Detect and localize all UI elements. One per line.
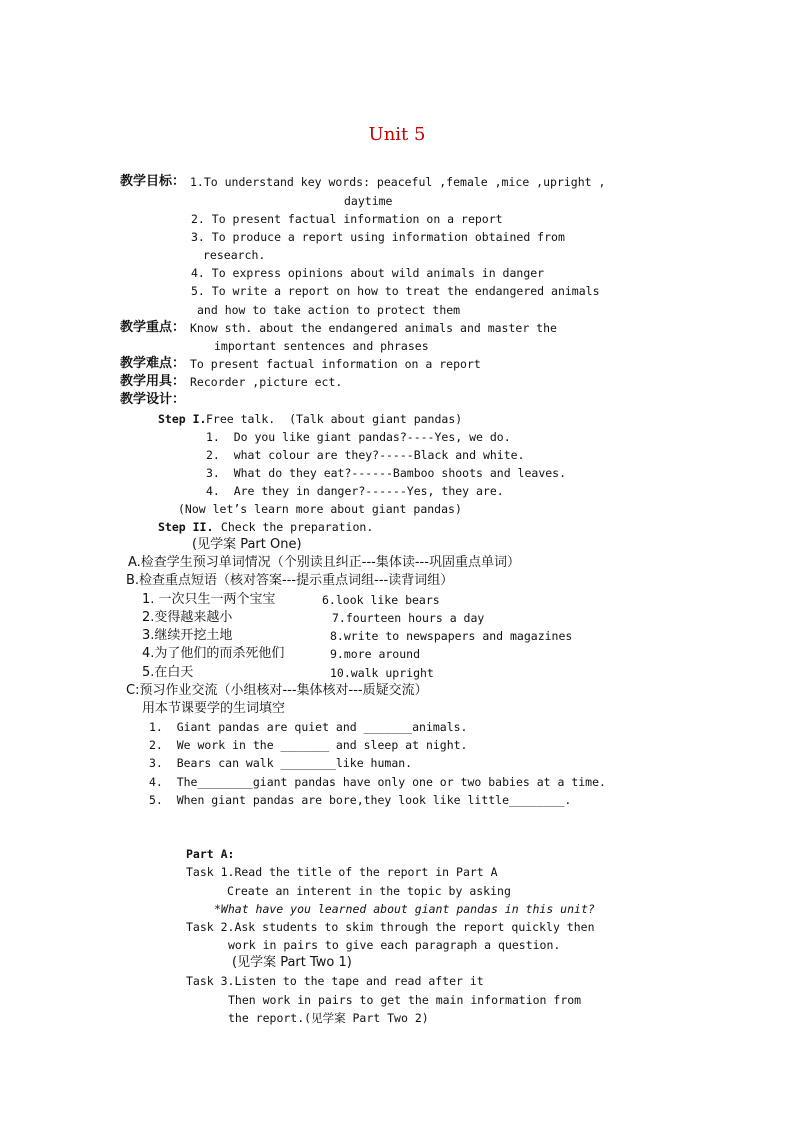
step1-label: Step I. <box>158 412 207 426</box>
objective-line: 4. To express opinions about wild animals in danger <box>191 266 545 280</box>
step2-a: A.检查学生预习单词情况（个别读且纠正---集体读---巩固重点单词） <box>128 555 520 570</box>
phrase-item: 7.fourteen hours a day <box>332 611 485 625</box>
objective-line: 3. To produce a report using information obtained from <box>191 230 565 244</box>
phrase-item: 1. 一次只生一两个宝宝 <box>142 592 276 607</box>
phrase-item: 4.为了他们的而杀死他们 <box>142 646 285 661</box>
fill-item: 3. Bears can walk ________like human. <box>149 756 413 770</box>
task2: Task 2.Ask students to skim through the report quickly then <box>186 920 595 934</box>
objective-line: research. <box>203 248 266 262</box>
objective-line: daytime <box>344 194 393 208</box>
task1-line: Create an interent in the topic by asking <box>227 884 511 898</box>
step1-text: Free talk. (Talk about giant pandas) <box>206 412 463 426</box>
task2-ref: (见学案 Part Two 1) <box>232 955 352 970</box>
difficulties-text: To present factual information on a report <box>190 357 481 371</box>
task2-line: work in pairs to give each paragraph a question. <box>228 938 561 952</box>
step1-item: 1. Do you like giant pandas?----Yes, we do. <box>206 430 511 444</box>
key-points-label: 教学重点： <box>120 320 186 335</box>
phrase-item: 6.look like bears <box>322 593 440 607</box>
design-label: 教学设计： <box>120 392 186 407</box>
phrase-item: 10.walk upright <box>330 666 434 680</box>
fill-item: 4. The________giant pandas have only one or two babies at a time. <box>149 775 606 789</box>
task3-line: Then work in pairs to get the main information from <box>228 993 582 1007</box>
fill-item: 1. Giant pandas are quiet and _______animals. <box>149 720 468 734</box>
step1-item: 3. What do they eat?------Bamboo shoots and leaves. <box>206 466 567 480</box>
phrase-item: 2.变得越来越小 <box>142 610 233 625</box>
page-title: Unit 5 <box>368 124 426 145</box>
objective-line: 1.To understand key words: peaceful ,female ,mice ,upright , <box>190 175 606 189</box>
task3-line: the report.(见学案 Part Two 2) <box>228 1011 429 1025</box>
step1-item: 2. what colour are they?-----Black and white. <box>206 448 525 462</box>
step2-c-sub: 用本节课要学的生词填空 <box>142 701 286 716</box>
step2-ref: (见学案 Part One) <box>192 537 302 552</box>
step2-label: Step II. <box>158 520 214 534</box>
step1-note: (Now let’s learn more about giant pandas) <box>178 502 462 516</box>
tools-text: Recorder ,picture ect. <box>190 375 343 389</box>
objective-line: 2. To present factual information on a report <box>191 212 503 226</box>
objective-line: and how to take action to protect them <box>197 303 461 317</box>
step1-item: 4. Are they in danger?------Yes, they are. <box>206 484 504 498</box>
phrase-item: 5.在白天 <box>142 665 194 680</box>
key-points-line: important sentences and phrases <box>214 339 429 353</box>
partA-label: Part A: <box>186 847 235 861</box>
objective-line: 5. To write a report on how to treat the endangered animals <box>191 284 600 298</box>
fill-item: 2. We work in the _______ and sleep at night. <box>149 738 468 752</box>
phrase-item: 9.more around <box>330 647 421 661</box>
step2-b: B.检查重点短语（核对答案---提示重点词组---读背词组） <box>126 573 454 588</box>
fill-item: 5. When giant pandas are bore,they look like little________. <box>149 793 572 807</box>
phrase-item: 3.继续开挖土地 <box>142 628 233 643</box>
key-points-line: Know sth. about the endangered animals and master the <box>190 321 557 335</box>
task1: Task 1.Read the title of the report in Part A <box>186 865 498 879</box>
objectives-label: 教学目标： <box>120 174 186 189</box>
task1-question: *What have you learned about giant pandas in this unit? <box>214 902 595 916</box>
difficulties-label: 教学难点： <box>120 356 186 371</box>
phrase-item: 8.write to newspapers and magazines <box>330 629 573 643</box>
task3: Task 3.Listen to the tape and read after it <box>186 974 484 988</box>
tools-label: 教学用具： <box>120 374 186 389</box>
step2-text: Check the preparation. <box>214 520 374 534</box>
step2-c: C:预习作业交流（小组核对---集体核对---质疑交流） <box>126 683 428 698</box>
